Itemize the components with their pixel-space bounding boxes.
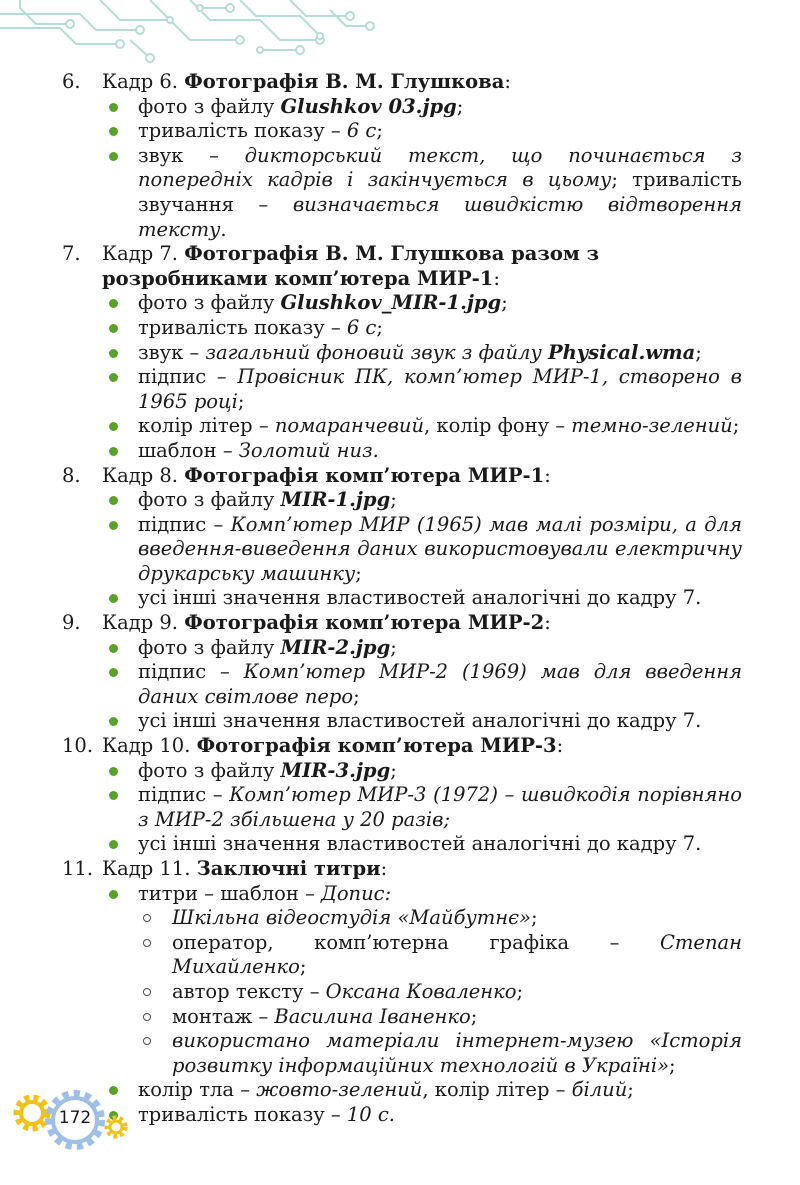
value: дикторський текст, що починається з попередніх кадрів і закінчується в цьому [138, 143, 742, 192]
text: ; [390, 488, 397, 512]
bullet-item [102, 119, 742, 144]
text: ; [237, 389, 245, 413]
title-suffix: : [544, 611, 551, 635]
value: Комп’ютер МИР (1965) мав малі розміри, а для введення-виведення даних використовували електричну друкарську машинку [138, 512, 742, 585]
frame-title: Фотографія В. М. Глушкова [184, 70, 505, 93]
text: підпис – [138, 365, 238, 389]
text: підпис – [138, 783, 230, 807]
frame-label: Кадр 6. [102, 70, 179, 93]
bullet-item [102, 365, 742, 414]
title-suffix: : [504, 70, 511, 93]
text: підпис – [138, 512, 231, 536]
text: усі інші значення властивостей аналогічні до кадру 7. [138, 586, 702, 610]
text: тривалість показу – [138, 315, 347, 339]
file-name: Glushkov 03.jpg [280, 94, 457, 118]
frame-item-10 [62, 734, 742, 857]
text: ; [501, 291, 508, 315]
value: Комп’ютер МИР-2 (1969) мав для введення даних світлове перо [138, 660, 742, 708]
bullet-list [102, 291, 742, 463]
frame-label: Кадр 7. [102, 242, 179, 266]
text: підпис – [138, 660, 244, 684]
text: . [220, 217, 227, 241]
sub-item [138, 1005, 742, 1030]
text: ; тривалість звучання – [138, 168, 742, 216]
text: фото з файлу [138, 94, 281, 118]
bullet-item [102, 316, 742, 341]
title-suffix: : [556, 734, 564, 758]
title-suffix: : [380, 857, 388, 880]
bullet-list [102, 636, 742, 734]
text: тривалість показу – [138, 119, 347, 143]
page-number: 172 [58, 1108, 92, 1128]
bullet-list [102, 882, 742, 1128]
text: ; [390, 635, 397, 659]
text: ; [695, 340, 702, 364]
value: темно-зелений [571, 414, 733, 438]
value: Золотий низ. [238, 438, 379, 462]
value: Шкільна відеостудія «Майбутнє» [172, 906, 531, 930]
frame-item-7 [62, 242, 742, 463]
bullet-item [102, 882, 742, 1079]
small-yellow-gear-icon [107, 1118, 125, 1136]
text: фото з файлу [138, 635, 281, 659]
frame-item-9 [62, 611, 742, 734]
file-name: Physical.wma [547, 340, 696, 364]
frame-title: Заключні титри [196, 857, 381, 880]
value: Оксана Коваленко [325, 979, 517, 1003]
frame-title: Фотографія В. М. Глушкова разом з розробниками комп’ютера МИР-1 [102, 242, 600, 290]
value: білий [571, 1078, 628, 1102]
bullet-item [102, 144, 742, 242]
item-number: 11. [62, 857, 94, 880]
text: оператор, комп’ютерна графіка – [172, 930, 661, 954]
bullet-item [102, 1103, 742, 1128]
text: ; [516, 979, 524, 1003]
text: ; [390, 758, 397, 782]
sub-item [138, 931, 742, 980]
bullet-item [102, 832, 742, 857]
text: тривалість показу – [138, 1102, 347, 1126]
frame-title: Фотографія комп’ютера МИР-2 [184, 611, 545, 635]
text: ; [456, 94, 464, 118]
bullet-item [102, 341, 742, 366]
value: 10 с. [346, 1102, 395, 1126]
text: усі інші значення властивостей аналогічні до кадру 7. [138, 832, 702, 856]
text: ; [376, 119, 383, 143]
title-suffix: : [544, 463, 551, 487]
text: монтаж – [172, 1004, 275, 1028]
value: Степан Михайленко [172, 930, 742, 979]
sub-item [138, 1029, 742, 1078]
bullet-item [102, 414, 742, 439]
text: ; [530, 906, 538, 930]
bullet-item [102, 291, 742, 316]
text: звук – [138, 340, 206, 364]
text: , колір літер – [422, 1078, 572, 1102]
circuit-decoration [0, 0, 380, 64]
item-heading [102, 611, 742, 636]
frame-item-11 [62, 857, 742, 1128]
value: жовто-зелений [256, 1078, 423, 1102]
yellow-gear-icon [17, 1098, 47, 1128]
text: ; [732, 414, 740, 438]
frame-label: Кадр 9. [102, 611, 179, 635]
bullet-item [102, 488, 742, 513]
bullet-item [102, 439, 742, 464]
sub-item [138, 906, 742, 931]
value: помаранчевий [274, 414, 425, 438]
bullet-item [102, 586, 742, 611]
bullet-item [102, 759, 742, 784]
value: загальний фоновий звук з файлу [205, 340, 548, 364]
bullet-item [102, 783, 742, 832]
frame-label: Кадр 10. [102, 734, 191, 758]
content [62, 70, 742, 1128]
frame-item-8 [62, 464, 742, 612]
value: Провісник ПК, комп’ютер МИР-1, створено в 1965 році [138, 365, 742, 413]
text: колір літер – [138, 414, 275, 438]
value: Допис: [320, 881, 392, 905]
bullet-list [102, 95, 742, 243]
bullet-item [102, 709, 742, 734]
item-number: 10. [62, 734, 94, 758]
text: усі інші значення властивостей аналогічні до кадру 7. [138, 709, 702, 733]
bullet-item [102, 660, 742, 709]
item-number: 7. [62, 242, 81, 266]
sub-list [138, 906, 742, 1078]
sub-item [138, 980, 742, 1005]
file-name: MIR-1.jpg [280, 488, 391, 512]
file-name: Glushkov_MIR-1.jpg [280, 291, 502, 315]
text: фото з файлу [138, 758, 281, 782]
text: ; [299, 955, 307, 979]
frame-title: Фотографія комп’ютера МИР-1 [184, 463, 545, 487]
value: Василина Іваненко [274, 1004, 471, 1028]
item-number: 8. [62, 463, 81, 487]
item-number: 9. [62, 611, 81, 635]
bullet-list [102, 759, 742, 857]
item-number: 6. [62, 70, 81, 93]
bullet-item [102, 95, 742, 120]
text: ; [376, 315, 383, 339]
bullet-item [102, 513, 742, 587]
value: 6 с [346, 119, 377, 143]
file-name: MIR-3.jpg [280, 758, 391, 782]
bullet-list [102, 488, 742, 611]
file-name: MIR-2.jpg [280, 635, 391, 659]
text: титри – шаблон – [138, 881, 321, 905]
value: використано матеріали інтернет-музею «Історія розвитку інформаційних технологій в Україні» [172, 1029, 742, 1077]
text: ; [627, 1078, 634, 1102]
text: звук – [138, 143, 245, 167]
frame-label: Кадр 8. [102, 463, 179, 487]
item-heading [102, 464, 742, 489]
text: ; [355, 561, 362, 585]
text: автор тексту – [172, 979, 326, 1003]
bullet-item [102, 636, 742, 661]
frame-label: Кадр 11. [102, 857, 191, 880]
text: колір тла – [138, 1078, 257, 1102]
item-heading [102, 242, 742, 291]
text: фото з файлу [138, 291, 281, 315]
text: ; [669, 1053, 676, 1077]
text: шаблон – [138, 438, 239, 462]
bullet-item [102, 1078, 742, 1103]
item-heading [102, 70, 742, 95]
title-suffix: : [493, 266, 500, 290]
value: 6 с [346, 315, 377, 339]
value: Комп’ютер МИР-3 (1972) – швидкодія порівняно з МИР-2 збільшена у 20 разів; [138, 783, 742, 831]
item-heading [102, 857, 742, 882]
text: ; [353, 684, 360, 708]
text: ; [470, 1004, 478, 1028]
text: фото з файлу [138, 488, 281, 512]
text: , колір фону – [424, 414, 572, 438]
frame-title: Фотографія комп’ютера МИР-3 [196, 734, 557, 758]
item-heading [102, 734, 742, 759]
value: визначається швидкістю відтворення тексту [138, 192, 742, 241]
frame-item-6 [62, 70, 742, 242]
